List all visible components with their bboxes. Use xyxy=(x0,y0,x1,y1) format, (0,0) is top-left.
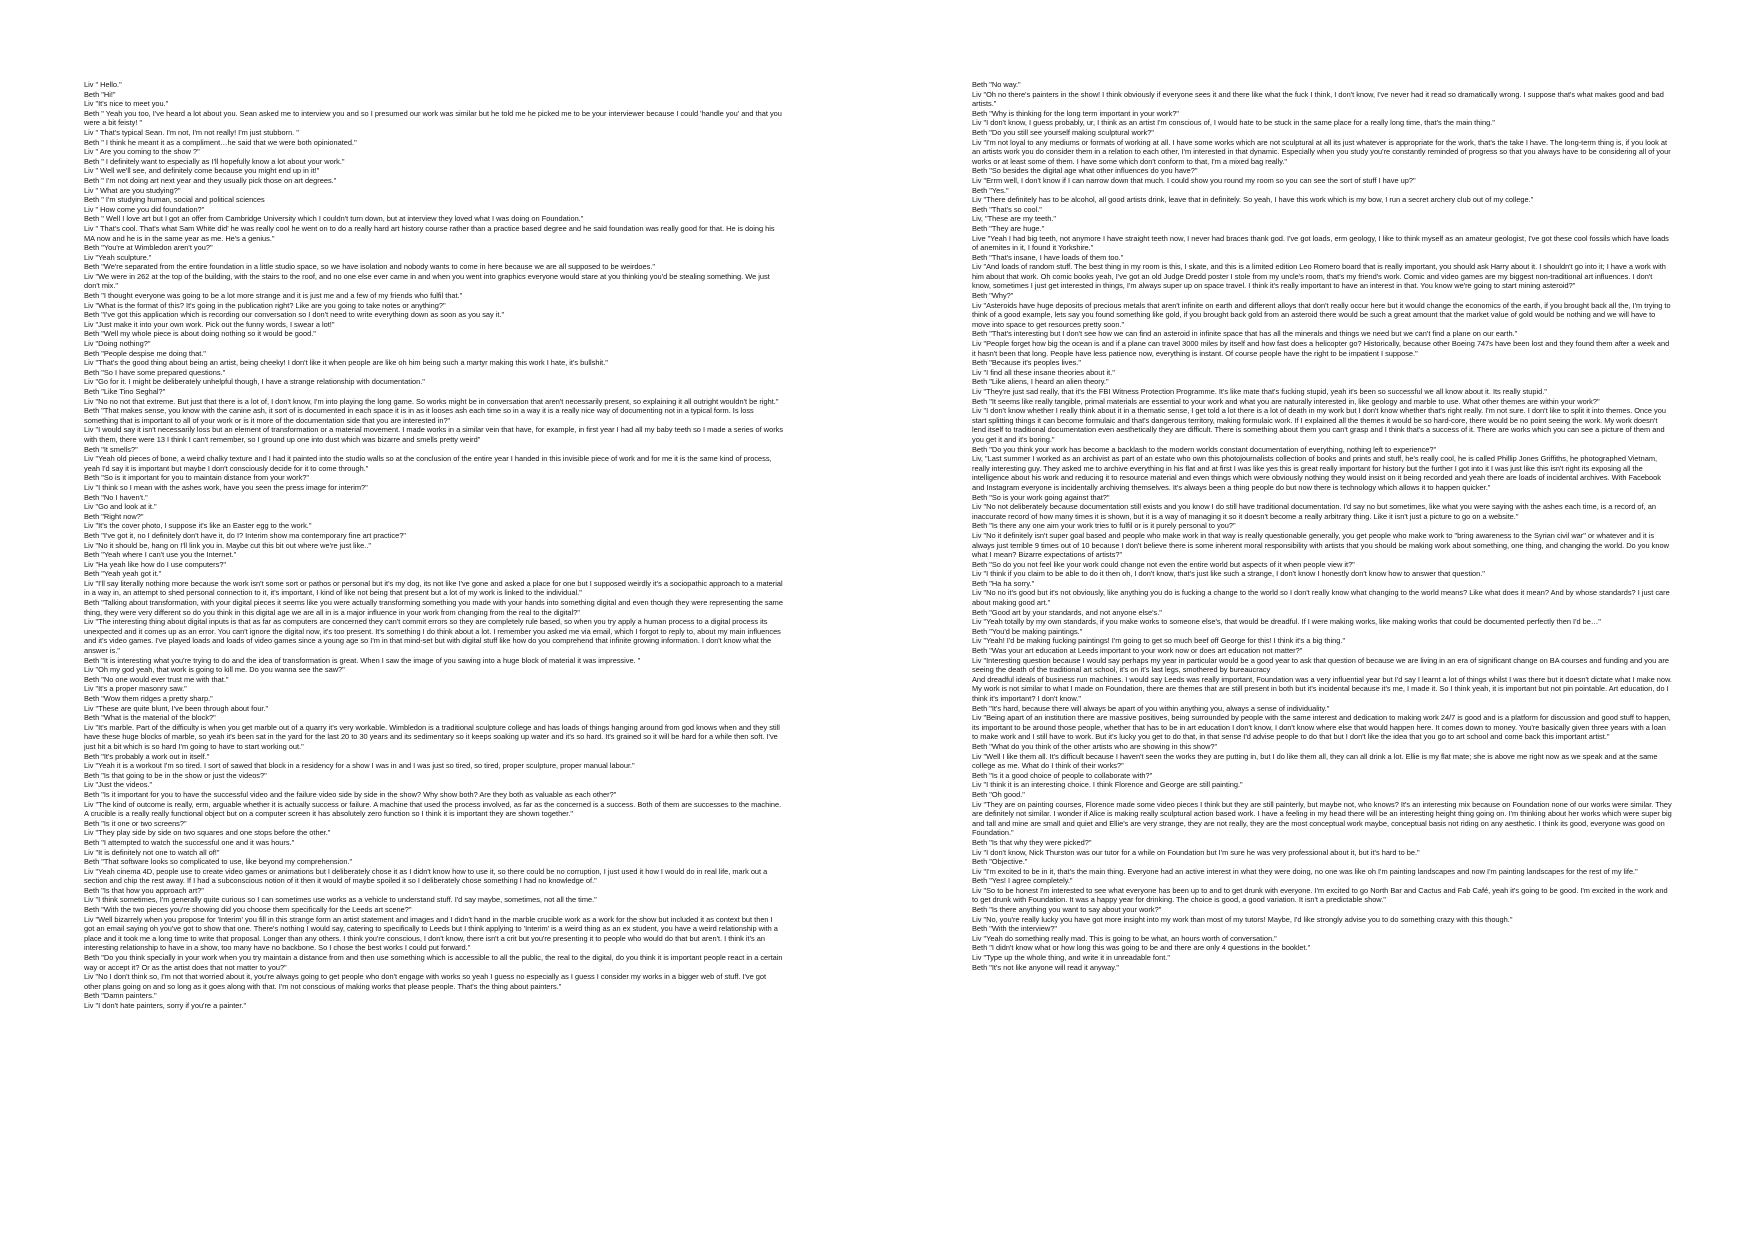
transcript-line: Beth "It's hard, because there will always be apart of you within anything you, always a sense of individuality." xyxy=(972,703,1330,713)
transcript-line: Beth "Is it a good choice of people to collaborate with?" xyxy=(972,770,1153,780)
transcript-line: Beth " I'm not doing art next year and they usually pick those on art degrees." xyxy=(84,175,337,185)
transcript-line: Beth "It smells?" xyxy=(84,444,138,454)
transcript-line: Beth "It's probably a work out in itself." xyxy=(84,751,210,761)
transcript-line: Liv "They play side by side on two squares and one stops before the other." xyxy=(84,828,331,838)
transcript-line: Beth "Ha ha sorry." xyxy=(972,578,1035,588)
transcript-line: Beth "Talking about transformation, with your digital pieces it seems like you were actually transforming something you made with your hands into something digital and even though they were representing the same thing, they were very different so do you think in this digital age we are all in is a major influence in your work from changing from the real to the digital?" xyxy=(84,598,783,617)
transcript-line: Liv "I don't hate painters, sorry if you're a painter." xyxy=(84,1001,247,1010)
transcript-line: Liv "I don't know whether I really think about it in a thematic sense, I get told a lot there is a lot of death in my work but I don't know whether that's right really. I'm not sure. I don't like to split it into themes. Once you start splitting things it can become formulaic and that's dangerous territory, making formulaic work. If I explained all the themes it would be so hard-core, there would be no point seeing the work. My work doesn't lend itself to traditional documentation even aesthetically they are difficult. There is something about them you can't grasp and I think that's a success of it. There are works which you can see a picture of them and you get it and it's boring." xyxy=(972,406,1666,444)
transcript-line: Liv " That's typical Sean. I'm not, I'm not really! I'm just stubborn. " xyxy=(84,127,299,137)
transcript-line: Liv "Yeah! I'd be making fucking paintings! I'm going to get so much beef off George for this! I think it's a big thing." xyxy=(972,636,1346,646)
transcript-line: Beth "Is there anything you want to say about your work?" xyxy=(972,905,1162,915)
transcript-line: Beth " I'm studying human, social and political sciences xyxy=(84,195,265,205)
transcript-line: Beth "It seems like really tangible, primal materials are essential to your work and what you are naturally interested in, like geology and marble to use. What other themes are within your work?" xyxy=(972,396,1600,406)
transcript-line: Liv " Are you coming to the show ?" xyxy=(84,147,200,157)
transcript-line: Beth "Well my whole piece is about doing nothing so it would be good." xyxy=(84,329,316,339)
transcript-line: Liv "Yeah cinema 4D, people use to create video games or animations but I deliberately chose it as I didn't know how to use it, so there could be no corruption, I just used it how I would do in real life, mark out a section and chip the rest away. If I had a subconscious notion of it then it would of maybe spoiled it so I deliberately chose something I had no knowledge of." xyxy=(84,866,768,886)
transcript-line: Liv "It is definitely not one to watch all of!" xyxy=(84,847,220,857)
transcript-line: Beth "That's interesting but I don't see how we can find an asteroid in infinite space that has all the minerals and things we need but we can't find a plane on our earth." xyxy=(972,329,1518,339)
transcript-line: Liv " What are you studying?" xyxy=(84,185,181,195)
transcript-line: Beth " Well I love art but I got an offer from Cambridge University which I couldn't turn down, but at interview they loved what I was doing on Foundation." xyxy=(84,214,584,224)
transcript-line: Beth "Like aliens, I heard an alien theory." xyxy=(972,377,1109,387)
transcript-column-right xyxy=(972,80,1672,972)
transcript-line: Beth "I've got it, no I definitely don't have it, do I? Interim show ma contemporary fine art practice?" xyxy=(84,530,406,540)
transcript-line: Beth "It is interesting what you're trying to do and the idea of transformation is great. When I saw the image of you sawing into a huge block of material it was impressive. " xyxy=(84,655,641,665)
transcript-line: Liv "Doing nothing?" xyxy=(84,339,151,349)
transcript-line: Liv "What is the format of this? It's going in the publication right? Like are you going to take notes or anything?" xyxy=(84,300,446,310)
transcript-line: Beth "I've got this application which is recording our conversation so I don't need to write everything down as soon as you say it." xyxy=(84,310,505,320)
transcript-line: Beth " I definitely want to especially as I'll hopefully know a lot about your work." xyxy=(84,156,345,166)
transcript-line: Beth "I thought everyone was going to be a lot more strange and it is just me and a few of my friends who fulfil that." xyxy=(84,291,463,301)
transcript-line: Liv " That's cool. That's what Sam White did' he was really cool he went on to do a really hard art history course rather than a practice based degree and he said foundation was really good for that. He is doing his MA now and he is in the same year as me. He's a genius." xyxy=(84,223,775,243)
transcript-line: Beth "No I haven't." xyxy=(84,492,148,502)
transcript-line: Beth "Oh good." xyxy=(972,789,1025,799)
transcript-line: Beth "Do you think your work has become a backlash to the modern worlds constant documentation of everything, nothing left to experience?" xyxy=(972,444,1437,454)
transcript-line: Beth "Why?" xyxy=(972,291,1014,301)
transcript-line: Beth "Why is thinking for the long term important in your work?" xyxy=(972,108,1179,118)
transcript-line: Liv "Type up the whole thing, and write it in unreadable font." xyxy=(972,953,1170,963)
transcript-line: Liv "Go for it. I might be deliberately unhelpful though, I have a strange relationship with documentation." xyxy=(84,377,425,387)
transcript-line: Beth "We're separated from the entire foundation in a little studio space, so we have isolation and nobody wants to come in here because we are all supposed to be weirdoes." xyxy=(84,262,656,272)
transcript-line: Liv "I'll say literally nothing more because the work isn't some sort or pathos or personal but it's my dog, its not like I've gone and asked a place for one but I supposed weirdly it's a sociopathic approach to a material in a way in, an attempt to shed personal connection to it, it's important, I kind of like not being that present but a lot of my work is linked to the individual." xyxy=(84,578,783,598)
transcript-line: Liv "I don't know, I guess probably, ur, I think as an artist I'm conscious of, I would hate to be stuck in the same place for a really long time, that's the main thing." xyxy=(972,118,1495,128)
transcript-line: Beth "Is there any one aim your work tries to fulfil or is it purely personal to you?" xyxy=(972,521,1236,531)
transcript-line: Liv "It's the cover photo, I suppose it's like an Easter egg to the work." xyxy=(84,521,312,531)
transcript-line: Liv, "Last summer I worked as an archivist as part of an estate who own this photojournalists collection of books and prints and stuff, he's really cool, he is called Phillip Jones Griffiths, he photographed Vietnam, really interesting guy. They asked me to archive everything in his flat and at first I was like yes this is great really important for history but the further I got into it I was just like this isn't right its exposing all the intelligence about his work and reducing it to resource material and even things which were obviously nothing they would insist on it being recorded and yeah there are loads of incidental archives. With Facebook and Instagram everyone is incidentally archiving themselves. It's always been a thing people do but now there is technology which allows it to happen quicker." xyxy=(972,454,1661,492)
transcript-line: Beth "I attempted to watch the successful one and it was hours." xyxy=(84,837,295,847)
transcript-line: Liv "They're just sad really, that it's the FBI Witness Protection Programme. It's like mate that's fucking stupid, yeah it's been so successful we all know about it. Its really stupid." xyxy=(972,387,1547,396)
transcript-line: Beth "Yeah yeah got it." xyxy=(84,569,162,579)
transcript-line: Beth "Was your art education at Leeds important to your work now or does art education not matter?" xyxy=(972,646,1303,656)
transcript-line: Liv "Just make it into your own work. Pick out the funny words, I swear a lot!" xyxy=(84,319,335,329)
transcript-line: Liv "And loads of random stuff. The best thing in my room is this, I skate, and this is a limited edition Leo Romero board that is really important, you should ask Harry about it. I shouldn't go into it; I have a work with him about that work. Oh comic books yeah, I've got an old Judge Dredd poster I stole from my uncle's room, that's my friend's work. Comic and video games are my biggest non-traditional art influences. I don't know, sometimes I just get interested in things, I'm always super up on space travel. I think it's really important to have an interest in that. You know we're going to start mining asteroid?" xyxy=(972,262,1666,291)
transcript-line: Beth "Like Tino Seghal?" xyxy=(84,387,166,396)
transcript-line: Liv "Being apart of an institution there are massive positives, being surrounded by people with the same interest and dedication to making work 24/7 is good and is a platform for discussion and good stuff to happen, its important to be around those people, whether that has to be in art education I don't know, I don't know where else that would happen here. It comes down to money. You're basically given three years with a loan to make work and I still have to work. But it's lucky you get to do that, in that sense I'd advise people to do that but I don't like the idea that you go to art school and come back this important artist." xyxy=(972,713,1671,742)
transcript-line: Liv "I think if you claim to be able to do it then oh, I don't know, that's just like such a strange, I don't know I honestly don't know how to answer that question." xyxy=(972,569,1485,579)
transcript-column-left xyxy=(84,80,784,1011)
transcript-line: Liv "These are quite blunt, I've been through about four." xyxy=(84,703,269,713)
transcript-line: Beth "With the two pieces you're showing did you choose them specifically for the Leeds art scene?" xyxy=(84,905,412,915)
transcript-line: Liv "I think it is an interesting choice. I think Florence and George are still painting." xyxy=(972,780,1243,790)
transcript-line: Liv "Yeah totally by my own standards, if you make works to someone else's, that would be dreadful. If I were making works, like making works that could be documented perfectly then I'd be…" xyxy=(972,617,1601,627)
transcript-line: Liv "I think so I mean with the ashes work, have you seen the press image for interim?" xyxy=(84,482,368,492)
transcript-line: Live "Yeah I had big teeth, not anymore I have straight teeth now, I never had braces thank god. I've got loads, erm geology, I like to think myself as an amateur geologist, I've got these cool fossils which have loads of anemites in it, I found it Yorkshire." xyxy=(972,233,1669,253)
transcript-line: Liv "There definitely has to be alcohol, all good artists drink, leave that in definitely. So yeah, I have this work which is my bow, I run a secret archery club out of my college." xyxy=(972,195,1534,205)
transcript-line: Liv "Just the videos." xyxy=(84,780,153,790)
transcript-line: Liv "Yeah sculpture." xyxy=(84,252,152,262)
transcript-line: Liv "No no it's good but it's not obviously, like anything you do is fucking a change to the world so I don't really know what changing to the world means? Like what does it mean? And by whose standards? I just care about making good art." xyxy=(972,588,1670,608)
transcript-line: Beth "No way." xyxy=(972,80,1021,89)
transcript-line: Liv "We were in 262 at the top of the building, with the stairs to the roof, and no one else ever came in and when you went into graphics everyone would stare at you thinking you'd be stealing something. We just don't mix." xyxy=(84,271,770,291)
transcript-line: Beth "Do you think specially in your work when you try maintain a distance from and then use something which is accessible to all the public, the real to the digital, do you think it is important people react in a certain way or accept it? Or as the artist does that not matter to you?" xyxy=(84,953,783,972)
transcript-line: Liv "I find all these insane theories about it." xyxy=(972,367,1115,377)
transcript-line: Beth "People despise me doing that." xyxy=(84,348,206,358)
transcript-line: Beth "Objective." xyxy=(972,857,1028,867)
transcript-line: Beth "That software looks so complicated to use, like beyond my comprehension." xyxy=(84,857,353,867)
transcript-line: Liv "I don't know, Nick Thurston was our tutor for a while on Foundation but I'm sure he was very professional about it, but it's hard to be." xyxy=(972,847,1420,857)
transcript-line: Beth "Is that how you approach art?" xyxy=(84,885,204,895)
transcript-line: Liv "People forget how big the ocean is and if a plane can travel 3000 miles by itself and how fast does a helicopter go? Historically, because other Boeing 747s have been lost and they found them after a week and it hasn't been that long. People have less patience now, everything is instant. Of course people have the right to be impatient I suppose." xyxy=(972,339,1670,358)
transcript-line: Beth "Is it important for you to have the successful video and the failure video side by side in the show? Why show both? Are they both as valuable as each other?" xyxy=(84,789,617,799)
transcript-line: Liv "Errm well, I don't know if I can narrow down that much. I could show you round my room so you can see the sort of stuff I have up?" xyxy=(972,175,1416,185)
transcript-line: Liv "Interesting question because I would say perhaps my year in particular would be a good year to ask that question of because we are living in an era of significant change on BA courses and funding and you are seeing the death of the traditional art school, it's on it's last legs, smothered by bureaucracy xyxy=(972,655,1669,675)
transcript-line: Beth "So besides the digital age what other influences do you have?" xyxy=(972,166,1198,176)
transcript-line: Liv "Yeah do something really mad. This is going to be what, an hours worth of conversation." xyxy=(972,933,1277,943)
transcript-line: Beth "Wow them ridges a pretty sharp." xyxy=(84,694,213,703)
transcript-line: Beth "Is that going to be in the show or just the videos?" xyxy=(84,770,267,780)
transcript-line: Liv "They are on painting courses, Florence made some video pieces I think but they are still painterly, but maybe not, who knows? It's an interesting mix because on Foundation none of our works were similar. They are definitely not similar. I wonder if Alice is making really sculptural action based work. I have a feeling in my head there will be an interesting height thing going on. I'm thinking about her works which were super big and tall and mine are small and quiet and Ellie's are very strange, they are not really, they are the most conceptual work maybe, conceptual basis not riding on any aesthetic. I think its good, everyone was good on Foundation." xyxy=(972,799,1672,838)
transcript-line: Beth "Damn painters." xyxy=(84,991,157,1001)
transcript-line: Beth "So do you not feel like your work could change not even the entire world but aspects of it when people view it?" xyxy=(972,559,1355,569)
transcript-line: Beth "No one would ever trust me with that." xyxy=(84,674,229,684)
transcript-line: Beth "With the interview?" xyxy=(972,924,1057,934)
transcript-line: Liv " Hello." xyxy=(84,80,122,89)
transcript-line: Beth "They are huge." xyxy=(972,223,1045,233)
transcript-line: Liv "So to be honest I'm interested to see what everyone has been up to and to get drunk with everyone. I'm excited to go North Bar and Cactus and Fab Café, yeah it's going to be good. I'm excited in the work and to get drunk with Foundation. It was a happy year for drinking. The choice is good, a good variation. It isn't a predictable show." xyxy=(972,885,1668,905)
transcript-line: Beth "You'd be making paintings." xyxy=(972,626,1083,636)
transcript-line: Beth "Yes! I agree completely." xyxy=(972,876,1073,886)
transcript-line: Liv "No it definitely isn't super goal based and people who make work in that way is really questionable generally, you get people who make work to "bring awareness to the Syrian civil war" or whatever and it is always just terrible 9 times out of 10 because I don't believe there is some inherent moral responsibility with artists that you should be making work about something, one thing, and changing the world. Do you know what I mean? Bizarre expectations of artists?" xyxy=(972,530,1669,560)
transcript-line: Beth "Yeah where I can't use you the Internet." xyxy=(84,550,237,560)
transcript-line: Liv "I'm not loyal to any mediums or formats of working at all. I have some works which are not sculptural at all its just whatever is appropriate for the work, that's the take I have. The long-term thing is, if you look at an artists work you do consider them in a relation to each other, I'm interested in that dynamic. Especially when you study you're constantly reminded of progress so that you always have to be considering all of your works or at least some of them. I have some which don't conform to that, I'm a mixed bag really." xyxy=(972,137,1671,166)
transcript-line: Beth "Right now?" xyxy=(84,511,144,521)
transcript-line: Beth "I didn't know what or how long this was going to be and there are only 4 questions in the booklet." xyxy=(972,943,1311,953)
transcript-line: Beth " Yeah you too, I've heard a lot about you. Sean asked me to interview you and so I presumed our work was similar but he told me he picked me to be your interviewer because I could 'handle you' and that you were a bit feisty! " xyxy=(84,108,782,128)
transcript-line: Liv "Oh no there's painters in the show! I think obviously if everyone sees it and there like what the fuck I think, I don't know, I've never had it read so dramatically wrong. I suppose that's what makes good and bad artists." xyxy=(972,89,1664,109)
transcript-line: Beth "What is the material of the block?" xyxy=(84,713,216,723)
transcript-line: Liv "Well bizarrely when you propose for 'Interim' you fill in this strange form an artist statement and images and I didn't hand in the marble crucible work as a work for the show but included it as context but then I got an email saying oh you've got to show that one. There's nothing I would say, catering to specifically to Leeds but I think applying to 'Interim' is a weird thing as an ex student, you have a weird relationship with a place and it took me a long time to write that proposal. Longer than any others. I think you're conscious, I don't know, there isn't a crit but you're presenting it to people who would do that but aren't. I think it's an interesting relationship to have in a show, too many have no backbone. So I chose the best works I could put forward." xyxy=(84,914,778,953)
transcript-line: Liv "The kind of outcome is really, erm, arguable whether it is actually success or failure. A machine that used the process involved, as far as the concerned is a success. Both of them are successes to the machine. A crucible is a really really functional object but on a computer screen it has absolutely zero function so I think it is important they are shown together." xyxy=(84,799,782,819)
transcript-line: Beth "Good art by your standards, and not anyone else's." xyxy=(972,607,1162,617)
transcript-line: Beth "That's insane, I have loads of them too." xyxy=(972,252,1124,262)
transcript-line: Liv "I think sometimes, I'm generally quite curious so I can sometimes use works as a vehicle to understand stuff. I'd say maybe, sometimes, not all the time." xyxy=(84,895,597,905)
transcript-line: Liv "I would say it isn't necessarily loss but an element of transformation or a material movement. I made works in a similar vein that have, for example, in first year I had all my baby teeth so I made a series of works with them, there were 13 I think I can't remember, so I ground up one into dust which was bizarre and smells pretty weird" xyxy=(84,425,784,444)
transcript-line: Liv "No I don't think so, I'm not that worried about it, you're always going to get people who don't engage with works so yeah I guess no especially as I guess I consider my works in a bigger web of stuff. I've got other plans going on and so long as it goes along with that. I'm not conscious of making works that please people. That's the thing about painters." xyxy=(84,972,767,991)
transcript-line: Liv "Asteroids have huge deposits of precious metals that aren't infinite on earth and different alloys that don't really occur here but it would change the economics of the earth, if you brought back all the, I'm trying to think of a good example, lets say you found something like gold, if you brought back gold from an asteroid there would be such a great amount that the market value of gold would be nothing and we will have to move into space to get resources pretty soon." xyxy=(972,300,1671,329)
transcript-line: Beth " I think he meant it as a compliment…he said that we were both opinionated." xyxy=(84,137,357,147)
transcript-line: Liv "It's marble. Part of the difficulty is when you get marble out of a quarry it's very workable. Wimbledon is a traditional sculpture college and has loads of things hanging around from god knows when and they still have these huge blocks of marble, so yeah it's been sat in the yard for the last 20 to 30 years and its sedimentary so it keeps soaking up water and it's so hard. It's grained so it will be hard for a while then soft. I've just hit a bit which is so hard I'm going to have to start working out." xyxy=(84,722,780,751)
transcript-line: Beth "It's not like anyone will read it anyway." xyxy=(972,962,1120,972)
transcript-line: Beth "Yes." xyxy=(972,185,1009,195)
transcript-line: Beth "That's so cool." xyxy=(972,204,1042,214)
transcript-line: Liv " How come you did foundation?" xyxy=(84,204,205,214)
transcript-line: Beth "Is it one or two screens?" xyxy=(84,818,187,828)
transcript-line: Liv "Yeah old pieces of bone, a weird chalky texture and I had it painted into the studio walls so at the conclusion of the entire year I handed in this invisible piece of work and for me it is the same kind of process, yeah I'd say it is important but maybe I don't consciously decide for it to come through." xyxy=(84,454,772,473)
transcript-line: Liv "Well I like them all. It's difficult because I haven't seen the works they are putting in, but I do like them all, they can all drink a lot. Ellie is my flat mate; she is above me right now as we speak and at the same college as me. What do I think of their works?" xyxy=(972,751,1658,771)
transcript-line: Liv "The interesting thing about digital inputs is that as far as computers are concerned they can't commit errors so they are completely rule based, so when you try apply a human process to a digital process its unexpected and it comes up as an error. You can't ignore the digital now, it's too present. It's something I do think about a lot. I remember you asked me via email, which I forgot to reply to, about my main influences and it's video games. I've played loads and loads of video games since a young age so I'm in that mind-set but with digital stuff like how do you comprehend that infinite growing information. I don't know what the answer is." xyxy=(84,617,781,656)
transcript-line: Beth "Is that why they were picked?" xyxy=(972,837,1092,847)
transcript-line: Liv "Ha yeah like how do I use computers?" xyxy=(84,559,227,569)
transcript-line: Beth "Hi!" xyxy=(84,89,116,99)
transcript-line: Beth "Because it's peoples lives." xyxy=(972,358,1081,368)
transcript-line: Liv, "These are my teeth." xyxy=(972,214,1056,224)
transcript-line: Liv "It's nice to meet you." xyxy=(84,99,169,109)
transcript-line: Liv "No, you're really lucky you have got more insight into my work than most of my tutors! Maybe, I'd like strongly advise you to do something crazy with this though." xyxy=(972,914,1513,924)
transcript-line: Liv "Go and look at it." xyxy=(84,502,157,512)
transcript-line: Liv "I'm excited to be in it, that's the main thing. Everyone had an active interest in what they were doing, no one was like oh I'm painting landscapes and now I'm painting landscapes for the rest of my life." xyxy=(972,866,1638,876)
transcript-line: Liv "Oh my god yeah, that work is going to kill me. Do you wanna see the saw?" xyxy=(84,665,345,675)
transcript-line: Liv "Yeah it is a workout I'm so tired. I sort of sawed that block in a residency for a show I was in and I was just so tired, so tired, proper sculpture, proper manual labour." xyxy=(84,761,635,771)
transcript-line: Liv "That's the good thing about being an artist, being cheeky! I don't like it when people are like oh him being such a martyr making this work I hate, it's bullshit." xyxy=(84,358,608,368)
transcript-line: Liv "It's a proper masonry saw." xyxy=(84,684,187,694)
transcript-line: Beth "So I have some prepared questions." xyxy=(84,367,226,377)
transcript-line: Liv "No no not that extreme. But just that there is a lot of, I don't know, I'm into playing the long game. So works might be in conversation that aren't necessarily present, so explaining it all outright wouldn't be right." xyxy=(84,396,779,406)
transcript-line: Beth "So is your work going against that?" xyxy=(972,492,1110,502)
transcript-line: And dreadful ideals of business run machines. I would say Leeds was really important, Foundation was a very influential year but I'd say I learnt a lot of things whilst I was there but it doesn't dictate what I make now. My work is not similar to what I made on Foundation, there are themes that are still present in both but it's incidental because it's me, I made it. So I think yeah, it is important but not pin pointable. Art education, do I think it's important? I don't know." xyxy=(972,674,1672,703)
transcript-line: Liv "No it should be, hang on I'll link you in. Maybe cut this bit out where we're just like.." xyxy=(84,540,372,550)
transcript-line: Beth "You're at Wimbledon aren't you?" xyxy=(84,243,213,253)
transcript-line: Liv " Well we'll see, and definitely come because you might end up in it!" xyxy=(84,166,320,176)
transcript-line: Beth "That makes sense, you know with the canine ash, it sort of is documented in each space it is in as it looses ash each time so in a way it is a really nice way of documenting not in a typical form. Is loss something that is important to all of your work or is it more of the documentation side that you are interested in?" xyxy=(84,406,754,425)
transcript-line: Beth "So is it important for you to maintain distance from your work?" xyxy=(84,473,310,483)
transcript-line: Liv "No not deliberately because documentation still exists and you know I do still have traditional documentation. I'd say no but sometimes, like what you were saying with the ashes each time, is a record of, an inaccurate record of how many times it is shown, but it is a way of managing it so it doesn't become a really arbitrary thing. Like it isn't just a picture to go on a website." xyxy=(972,502,1656,521)
transcript-line: Beth "Do you still see yourself making sculptural work?" xyxy=(972,127,1154,137)
transcript-line: Beth "What do you think of the other artists who are showing in this show?" xyxy=(972,741,1218,751)
